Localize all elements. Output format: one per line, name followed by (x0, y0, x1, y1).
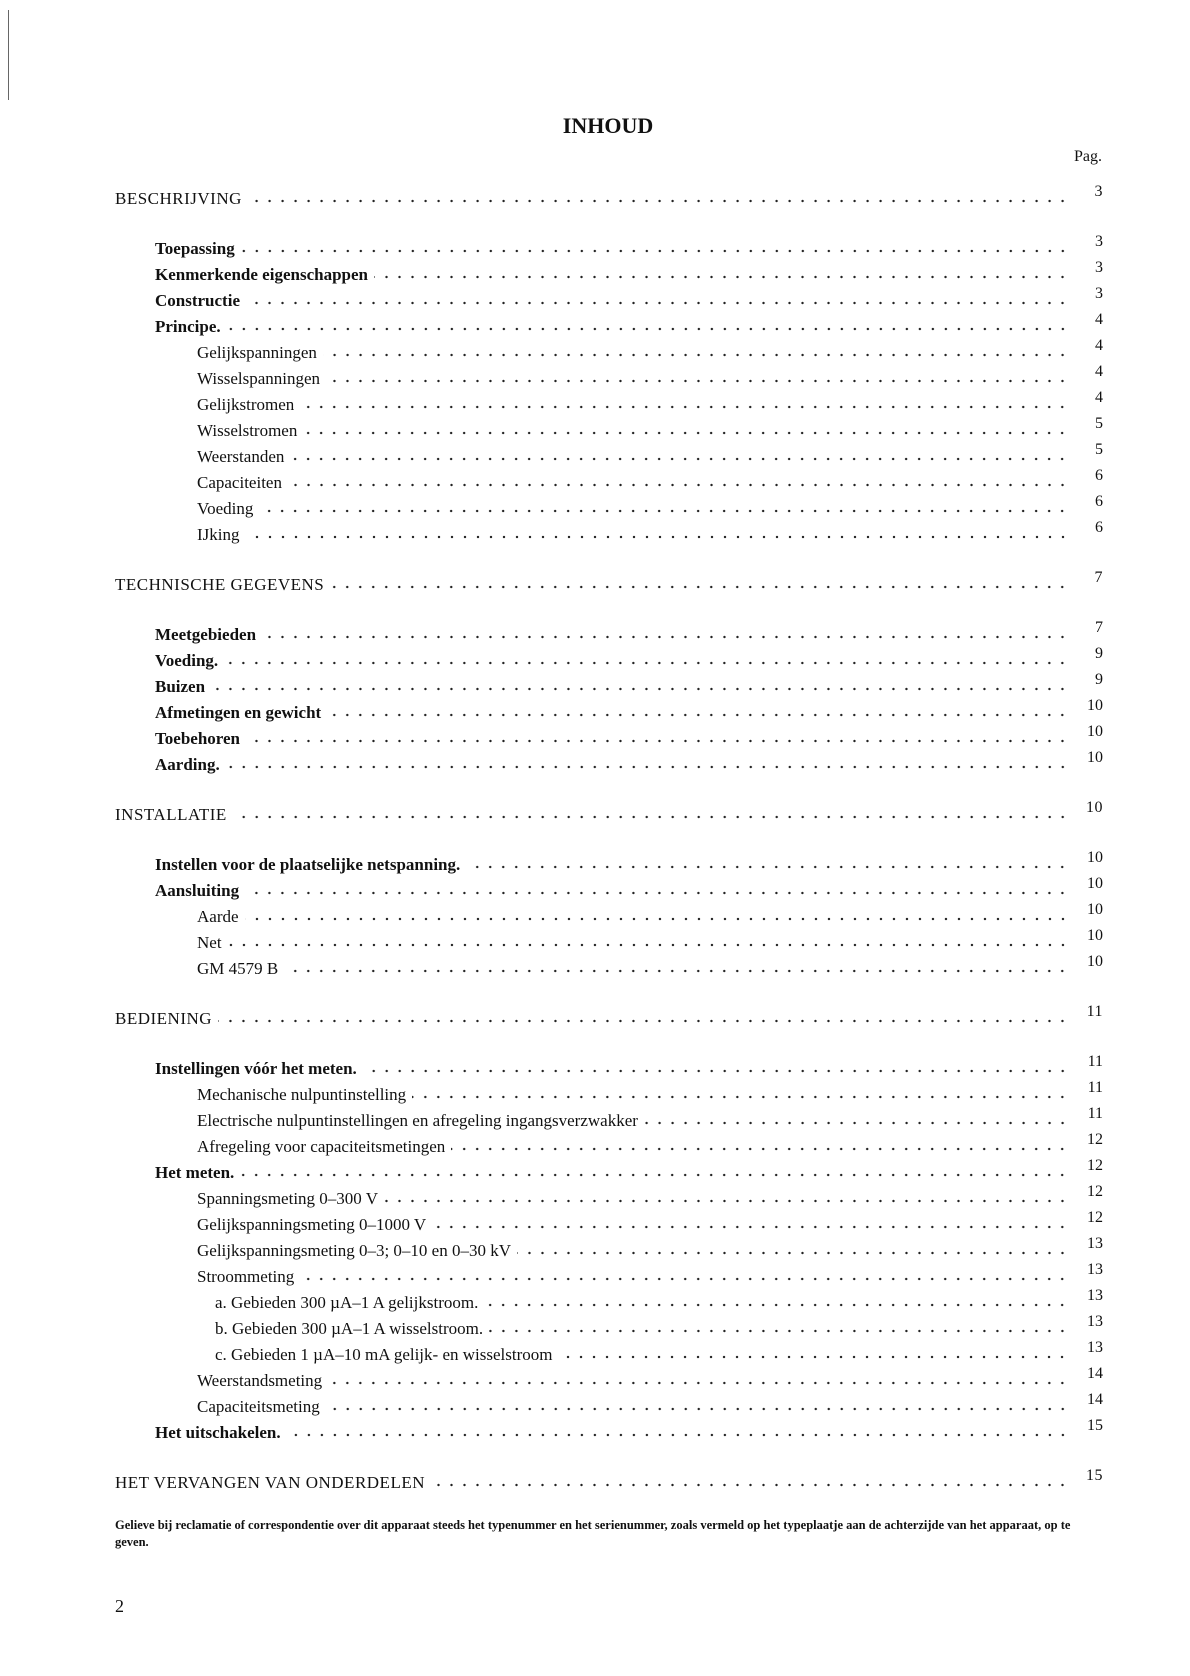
toc-entry (115, 285, 1103, 311)
dot-leader (300, 405, 1069, 409)
toc-entry-label: Meetgebieden (155, 625, 257, 644)
page-number: 2 (115, 1596, 124, 1616)
toc-entry-label: GM 4579 B (197, 959, 279, 978)
toc-entry (115, 1183, 1103, 1209)
toc-entry (115, 1391, 1103, 1417)
dot-leader (245, 891, 1069, 895)
toc-entry (115, 1417, 1103, 1443)
toc-entry-label: Net (197, 933, 222, 952)
toc-entry-label: Aansluiting (155, 881, 240, 900)
toc-entry (115, 337, 1103, 363)
toc-entry-page: 4 (1095, 311, 1103, 328)
toc-entry (115, 953, 1103, 979)
toc-entry-page: 10 (1087, 723, 1103, 740)
toc-entry-page: 15 (1087, 1417, 1103, 1434)
dot-leader (558, 1355, 1069, 1359)
toc-entry (115, 1235, 1103, 1261)
toc-entry-page: 11 (1086, 1003, 1103, 1020)
toc-entry-page: 10 (1086, 799, 1103, 816)
toc-entry (115, 1105, 1103, 1131)
toc-entry (115, 311, 1103, 337)
toc-entry-page: 9 (1095, 645, 1103, 662)
toc-entry-page: 4 (1095, 337, 1103, 354)
dot-leader (259, 509, 1069, 513)
toc-entry-page: 11 (1087, 1079, 1103, 1096)
toc-entry-page: 13 (1087, 1339, 1103, 1356)
toc-entry-page: 13 (1087, 1235, 1103, 1252)
dot-leader (432, 1225, 1069, 1229)
toc-entry-label: Capaciteiten (197, 473, 282, 492)
toc-entry (115, 697, 1103, 723)
toc-entry-label: Gelijkspanningsmeting 0–3; 0–10 en 0–30 kV (197, 1241, 512, 1260)
toc-entry-page: 13 (1087, 1287, 1103, 1304)
toc-entry-page: 12 (1087, 1209, 1103, 1226)
toc-entry-label: TECHNISCHE GEGEVENS (115, 575, 325, 594)
toc-entry-label: Gelijkspanningen (197, 343, 317, 362)
toc-entry-label: Afmetingen en gewicht (155, 703, 322, 722)
toc-entry (115, 363, 1103, 389)
toc-entry-label: Principe. (155, 317, 221, 336)
toc-entry-page: 10 (1087, 849, 1103, 866)
dot-leader (246, 739, 1069, 743)
toc-entry (115, 875, 1103, 901)
dot-leader (246, 301, 1069, 305)
toc-entry (115, 749, 1103, 775)
toc-entry (115, 1261, 1103, 1287)
toc-entry (115, 723, 1103, 749)
toc-entry (115, 1313, 1103, 1339)
toc-entry (115, 1157, 1103, 1183)
toc-entry-label: Wisselstromen (197, 421, 298, 440)
dot-leader (323, 353, 1069, 357)
dot-leader (330, 585, 1069, 589)
toc-entry-page: 10 (1087, 927, 1103, 944)
toc-entry-page: 4 (1095, 363, 1103, 380)
toc-section (115, 183, 1103, 209)
dot-leader (218, 1019, 1069, 1023)
toc-entry (115, 519, 1103, 545)
toc-entry-page: 5 (1095, 441, 1103, 458)
toc-entry-label: BEDIENING (115, 1009, 213, 1028)
toc-entry-label: Toebehoren (155, 729, 241, 748)
toc-entry-label: Aarding. (155, 755, 220, 774)
toc-entry-page: 13 (1087, 1261, 1103, 1278)
toc-entry-label: BESCHRIJVING (115, 189, 242, 208)
toc-entry-label: Afregeling voor capaciteitsmetingen (197, 1137, 446, 1156)
toc-entry-label: Gelijkspanningsmeting 0–1000 V (197, 1215, 427, 1234)
toc-entry-label: Instellingen vóór het meten. (155, 1059, 357, 1078)
toc-entry-page: 10 (1087, 901, 1103, 918)
toc-entry-label: Capaciteitsmeting (197, 1397, 320, 1416)
correspondence-note: Gelieve bij reclamatie of correspondentie over dit apparaat steeds het typenummer en het serienummer, zoals vermeld op het typeplaatje aan de achterzijde van het apparaat, op te geven. (115, 1518, 1071, 1549)
dot-leader (240, 1173, 1069, 1177)
dot-leader (300, 1277, 1069, 1281)
toc-entry (115, 1209, 1103, 1235)
toc-entry-page: 13 (1087, 1313, 1103, 1330)
toc-entry-page: 6 (1095, 493, 1103, 510)
toc-entry (115, 259, 1103, 285)
dot-leader (288, 483, 1069, 487)
toc-entry-label: a. Gebieden 300 µA–1 A gelijkstroom. (215, 1293, 479, 1312)
dot-leader (227, 327, 1069, 331)
toc-entry (115, 619, 1103, 645)
toc-entry-label: Voeding. (155, 651, 219, 670)
toc-entry-label: Wisselspanningen (197, 369, 321, 388)
toc-entry-label: Electrische nulpuntinstellingen en afregeling ingangsverzwakker (197, 1111, 638, 1130)
toc-section (115, 1467, 1103, 1493)
toc-entry (115, 441, 1103, 467)
toc-entry-page: 10 (1087, 875, 1103, 892)
toc-entry-label: Aarde (197, 907, 239, 926)
toc-entry-label: Het uitschakelen. (155, 1423, 281, 1442)
dot-leader (326, 379, 1069, 383)
dot-leader (241, 249, 1069, 253)
toc-entry-label: Gelijkstromen (197, 395, 295, 414)
toc-entry (115, 1365, 1103, 1391)
toc-entry-page: 15 (1086, 1467, 1103, 1484)
toc-entry-page: 12 (1087, 1131, 1103, 1148)
dot-leader (644, 1121, 1069, 1125)
toc-section (115, 1003, 1103, 1029)
dot-leader (517, 1251, 1069, 1255)
dot-leader (233, 815, 1069, 819)
toc-entry-label: HET VERVANGEN VAN ONDERDELEN (115, 1473, 425, 1492)
dot-leader (451, 1147, 1069, 1151)
dot-leader (484, 1303, 1069, 1307)
toc-entry (115, 415, 1103, 441)
toc-entry-page: 3 (1094, 183, 1103, 200)
page-column-header: Pag. (1074, 148, 1102, 165)
toc-entry-label: Mechanische nulpuntinstelling (197, 1085, 407, 1104)
toc-entry (115, 901, 1103, 927)
margin-scan-mark (8, 10, 9, 100)
toc-entry-label: Spanningsmeting 0–300 V (197, 1189, 379, 1208)
toc-entry-page: 12 (1087, 1183, 1103, 1200)
toc-entry-label: IJking (197, 525, 240, 544)
toc-entry-label: Constructie (155, 291, 240, 310)
dot-leader (327, 713, 1069, 717)
toc-entry-page: 9 (1095, 671, 1103, 688)
dot-leader (248, 199, 1069, 203)
toc-entry-label: Kenmerkende eigenschappen (155, 265, 368, 284)
dot-leader (363, 1069, 1069, 1073)
toc-entry-page: 5 (1095, 415, 1103, 432)
toc-entry-label: Instellen voor de plaatselijke netspanning. (155, 855, 461, 874)
toc-entry (115, 849, 1103, 875)
toc-entry (115, 1131, 1103, 1157)
dot-leader (412, 1095, 1069, 1099)
dot-leader (384, 1199, 1069, 1203)
toc-entry-label: Het meten. (155, 1163, 235, 1182)
dot-leader (211, 687, 1069, 691)
toc-entry-label: INSTALLATIE (115, 805, 227, 824)
toc-entry (115, 645, 1103, 671)
toc-entry-label: Weerstandsmeting (197, 1371, 323, 1390)
toc-entry-page: 10 (1087, 749, 1103, 766)
dot-leader (262, 635, 1069, 639)
toc-entry-page: 11 (1087, 1053, 1103, 1070)
dot-leader (224, 661, 1069, 665)
toc-entry-label: Weerstanden (197, 447, 285, 466)
toc-entry (115, 927, 1103, 953)
dot-leader (374, 275, 1069, 279)
toc-entry-page: 3 (1095, 233, 1103, 250)
dot-leader (303, 431, 1069, 435)
toc-entry-page: 7 (1094, 569, 1103, 586)
toc-entry (115, 233, 1103, 259)
toc-entry (115, 1339, 1103, 1365)
toc-entry-label: Stroommeting (197, 1267, 295, 1286)
dot-leader (466, 865, 1069, 869)
toc-section (115, 569, 1103, 595)
toc-entry-page: 7 (1095, 619, 1103, 636)
page-title: INHOUD (562, 113, 654, 138)
toc-entry-label: b. Gebieden 300 µA–1 A wisselstroom. (215, 1319, 484, 1338)
dot-leader (431, 1483, 1069, 1487)
toc-entry-page: 4 (1095, 389, 1103, 406)
toc-entry-page: 14 (1087, 1365, 1103, 1382)
toc-entry-page: 12 (1087, 1157, 1103, 1174)
toc-entry (115, 1053, 1103, 1079)
toc-entry-page: 11 (1087, 1105, 1103, 1122)
dot-leader (226, 765, 1069, 769)
toc-entry-label: c. Gebieden 1 µA–10 mA gelijk- en wisselstroom (215, 1345, 553, 1364)
toc-entry-page: 6 (1095, 519, 1103, 536)
toc-entry (115, 493, 1103, 519)
toc-section (115, 799, 1103, 825)
toc-entry-page: 14 (1087, 1391, 1103, 1408)
toc-entry (115, 1287, 1103, 1313)
table-of-contents (115, 183, 1103, 1493)
toc-entry-page: 6 (1095, 467, 1103, 484)
toc-entry-page: 3 (1095, 259, 1103, 276)
dot-leader (290, 457, 1069, 461)
toc-entry (115, 389, 1103, 415)
dot-leader (246, 535, 1070, 539)
toc-entry (115, 671, 1103, 697)
toc-entry-page: 10 (1087, 697, 1103, 714)
toc-entry-label: Voeding (197, 499, 254, 518)
dot-leader (489, 1329, 1069, 1333)
dot-leader (326, 1407, 1069, 1411)
toc-entry-page: 10 (1087, 953, 1103, 970)
dot-leader (245, 917, 1069, 921)
toc-entry-page: 3 (1095, 285, 1103, 302)
toc-entry (115, 1079, 1103, 1105)
toc-entry-label: Toepassing (155, 239, 235, 258)
toc-entry-label: Buizen (155, 677, 206, 696)
dot-leader (287, 1433, 1069, 1437)
dot-leader (284, 969, 1069, 973)
dot-leader (328, 1381, 1069, 1385)
toc-entry (115, 467, 1103, 493)
dot-leader (228, 943, 1069, 947)
